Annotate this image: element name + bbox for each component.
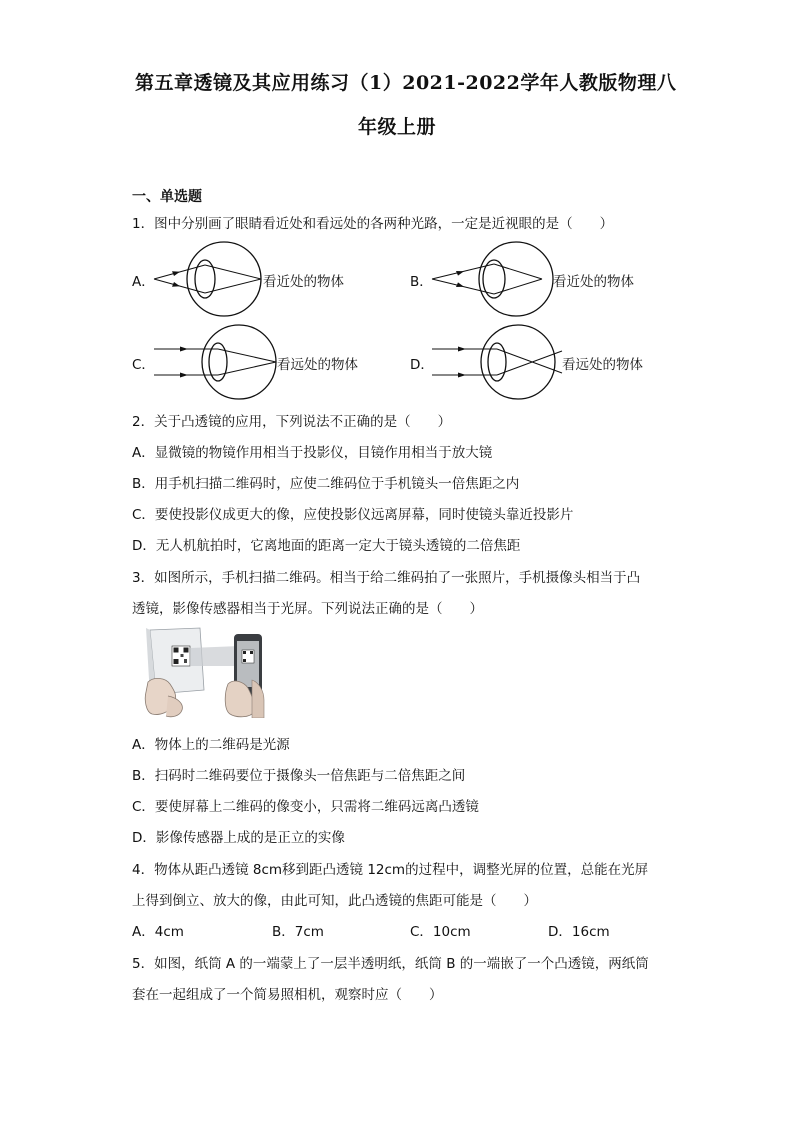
q1-option-b-caption: 看近处的物体: [553, 274, 634, 290]
question-4-stem-line2: 上得到倒立、放大的像，由此可知，此凸透镜的焦距可能是（ ）: [132, 893, 537, 909]
q1-diagram-a: [150, 240, 265, 322]
q3-option-b: B．扫码时二维码要位于摄像头一倍焦距与二倍焦距之间: [132, 768, 466, 784]
q1-diagram-d: [430, 323, 565, 405]
q3-option-c: C．要使屏幕上二维码的像变小，只需将二维码远离凸透镜: [132, 799, 479, 815]
q1-diagram-b: [430, 240, 555, 322]
q1-option-d-caption: 看远处的物体: [562, 357, 643, 373]
section-heading: 一、单选题: [132, 189, 202, 205]
q4-option-b: B．7cm: [272, 924, 324, 940]
q1-option-a-letter: A．: [132, 274, 155, 290]
qr-scan-photo: [144, 624, 268, 718]
question-1-stem: 1．图中分别画了眼睛看近处和看远处的各两种光路，一定是近视眼的是（ ）: [132, 216, 614, 232]
q1-option-b-letter: B．: [410, 274, 433, 290]
question-2-stem: 2．关于凸透镜的应用，下列说法不正确的是（ ）: [132, 414, 452, 430]
q2-option-b: B．用手机扫描二维码时，应使二维码位于手机镜头一倍焦距之内: [132, 476, 520, 492]
q2-option-c: C．要使投影仪成更大的像，应使投影仪远离屏幕，同时使镜头靠近投影片: [132, 507, 574, 523]
q3-option-d: D．影像传感器上成的是正立的实像: [132, 830, 345, 846]
q1-option-c-letter: C．: [132, 357, 155, 373]
q3-option-a: A．物体上的二维码是光源: [132, 737, 290, 753]
q1-option-d-letter: D．: [410, 357, 434, 373]
q4-option-a: A．4cm: [132, 924, 184, 940]
question-5-stem-line1: 5．如图，纸筒 A 的一端蒙上了一层半透明纸，纸筒 B 的一端嵌了一个凸透镜，两纸筒: [132, 956, 649, 972]
q4-option-d: D．16cm: [548, 924, 610, 940]
question-4-stem-line1: 4．物体从距凸透镜 8cm移到距凸透镜 12cm的过程中，调整光屏的位置，总能在光屏: [132, 862, 649, 878]
page-title-line1: 第五章透镜及其应用练习（1）2021-2022学年人教版物理八: [135, 72, 677, 94]
page-title-line2: 年级上册: [358, 116, 437, 138]
q1-option-a-caption: 看近处的物体: [263, 274, 344, 290]
q4-option-c: C．10cm: [410, 924, 471, 940]
question-3-stem-line1: 3．如图所示，手机扫描二维码。相当于给二维码拍了一张照片，手机摄像头相当于凸: [132, 570, 641, 586]
question-3-stem-line2: 透镜，影像传感器相当于光屏。下列说法正确的是（ ）: [132, 601, 483, 617]
question-5-stem-line2: 套在一起组成了一个简易照相机，观察时应（ ）: [132, 987, 443, 1003]
q2-option-a: A．显微镜的物镜作用相当于投影仪，目镜作用相当于放大镜: [132, 445, 493, 461]
q1-diagram-c: [152, 323, 280, 405]
q1-option-c-caption: 看远处的物体: [277, 357, 358, 373]
q2-option-d: D．无人机航拍时，它离地面的距离一定大于镜头透镜的二倍焦距: [132, 538, 521, 554]
